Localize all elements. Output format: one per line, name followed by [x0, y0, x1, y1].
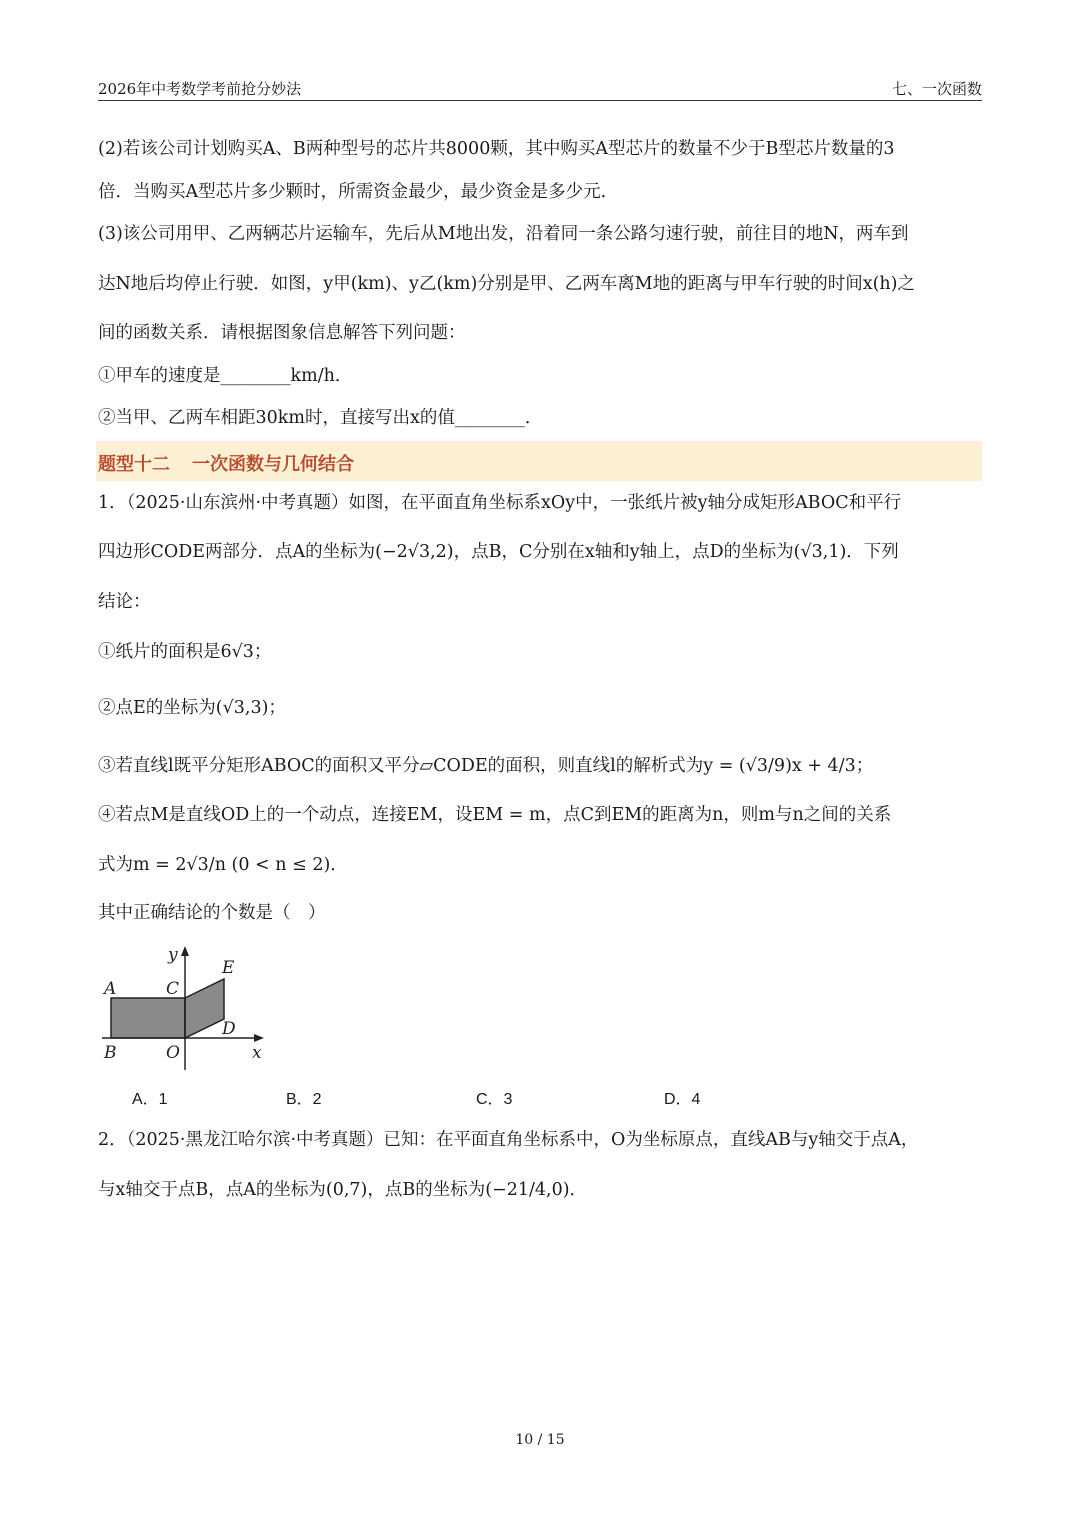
- text-line: (3)该公司用甲、乙两辆芯片运输车，先后从M地出发，沿着同一条公路匀速行驶，前往目的地N，两车到: [98, 224, 909, 244]
- question-1-line: 结论：: [98, 592, 151, 612]
- question-2-line: 与x轴交于点B，点A的坐标为(0,7)，点B的坐标为(−21/4,0)．: [98, 1180, 588, 1200]
- rectangle-ABOC: [111, 998, 185, 1038]
- parallelogram-CODE: [185, 979, 224, 1038]
- question-1-line: 式为m = 2√3/n (0 < n ≤ 2)．: [98, 855, 348, 875]
- question-1-line: ④若点M是直线OD上的一个动点，连接EM，设EM = m，点C到EM的距离为n，则m与n之间的关系: [98, 805, 892, 825]
- x-axis-arrow-icon: [254, 1034, 264, 1042]
- label-A: A: [104, 979, 117, 999]
- question-1-line: 四边形CODE两部分．点A的坐标为(−2√3,2)，点B，C分别在x轴和y轴上，点D的坐标为(√3,1)．下列: [98, 542, 899, 562]
- option-c: C．3: [476, 1091, 513, 1108]
- option-a: A．1: [132, 1091, 168, 1108]
- question-1-line: ①纸片的面积是6√3；: [98, 642, 272, 662]
- section-label: 题型十二: [98, 454, 170, 475]
- header-left: 2026年中考数学考前抢分妙法: [98, 80, 302, 98]
- section-banner: [96, 441, 982, 481]
- geometry-figure: [98, 940, 273, 1075]
- text-line: (2)若该公司计划购买A、B两种型号的芯片共8000颗，其中购买A型芯片的数量不少于B型芯片数量的3: [98, 139, 895, 159]
- question-2-line: 2．（2025·黑龙江哈尔滨·中考真题）已知：在平面直角坐标系中，O为坐标原点，直线AB与y轴交于点A，: [98, 1130, 919, 1150]
- question-1-line: 1．（2025·山东滨州·中考真题）如图，在平面直角坐标系xOy中，一张纸片被y轴分成矩形ABOC和平行: [98, 493, 902, 513]
- question-1-line: ②点E的坐标为(√3,3)；: [98, 698, 286, 718]
- label-C: C: [166, 979, 180, 999]
- option-d: D．4: [664, 1091, 701, 1108]
- text-line: 达N地后均停止行驶．如图，y甲(km)、y乙(km)分别是甲、乙两车离M地的距离与甲车行驶的时间x(h)之: [98, 274, 916, 294]
- label-D: D: [222, 1019, 236, 1039]
- page-number: 10 / 15: [515, 1432, 565, 1448]
- text-line: 间的函数关系．请根据图象信息解答下列问题：: [98, 323, 466, 343]
- text-line: ①甲车的速度是________km/h．: [98, 366, 353, 386]
- option-b: B．2: [286, 1091, 322, 1108]
- y-axis-arrow-icon: [181, 946, 189, 956]
- answer-options: [0, 1086, 1080, 1112]
- label-y: y: [168, 945, 178, 965]
- question-1-line: ③若直线l既平分矩形ABOC的面积又平分▱CODE的面积，则直线l的解析式为y = (√3/9)x + 4/3；: [98, 756, 874, 776]
- header-right: 七、一次函数: [891, 80, 982, 98]
- label-O: O: [166, 1043, 180, 1063]
- label-B: B: [104, 1043, 117, 1063]
- text-line: ②当甲、乙两车相距30km时，直接写出x的值________．: [98, 408, 543, 428]
- label-E: E: [222, 958, 235, 978]
- page-header: [98, 76, 982, 101]
- text-line: 倍．当购买A型芯片多少颗时，所需资金最少，最少资金是多少元．: [98, 182, 619, 202]
- section-title: 一次函数与几何结合: [192, 454, 354, 475]
- question-1-line: 其中正确结论的个数是（ ）: [98, 903, 326, 923]
- label-x: x: [252, 1043, 262, 1063]
